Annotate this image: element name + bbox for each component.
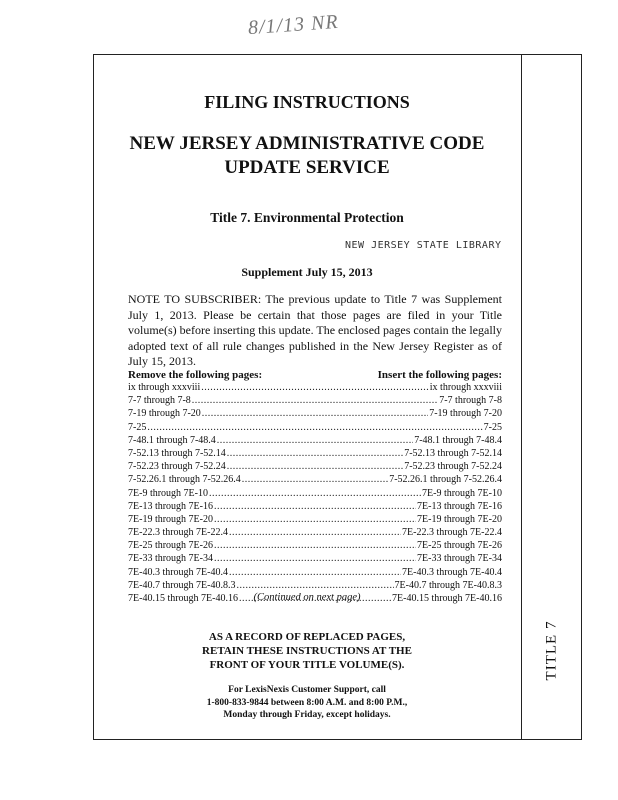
remove-header: Remove the following pages: xyxy=(128,369,263,381)
remove-page-range: 7-52.23 through 7-52.24 xyxy=(128,461,226,473)
library-stamp: NEW JERSEY STATE LIBRARY xyxy=(345,240,502,251)
side-tab-label xyxy=(532,610,572,690)
record-line-2: RETAIN THESE INSTRUCTIONS AT THE xyxy=(202,645,412,657)
side-tab-text: TITLE 7 xyxy=(543,620,560,680)
dot-leader xyxy=(214,514,416,525)
dot-leader xyxy=(214,501,416,512)
remove-page-range: ix through xxxviii xyxy=(128,382,201,393)
insert-page-range: 7-25 xyxy=(483,421,502,433)
page-row xyxy=(128,553,502,566)
handwritten-note: 8/1/13 NR xyxy=(247,10,340,40)
insert-page-range: 7E-25 through 7E-26 xyxy=(417,540,502,552)
page-row xyxy=(128,474,502,487)
insert-page-range: 7E-22.3 through 7E-22.4 xyxy=(402,527,502,539)
page-title: FILING INSTRUCTIONS xyxy=(204,92,410,112)
dot-leader xyxy=(214,553,416,564)
page-row xyxy=(128,408,502,421)
page-subtitle xyxy=(93,132,521,180)
page-list xyxy=(128,382,502,606)
insert-page-range: 7-48.1 through 7-48.4 xyxy=(414,434,502,446)
record-instructions xyxy=(93,630,521,672)
page-row xyxy=(128,382,502,395)
dot-leader xyxy=(227,461,403,472)
page-row xyxy=(128,540,502,553)
insert-page-range: 7-7 through 7-8 xyxy=(439,395,502,407)
support-info xyxy=(93,684,521,722)
page-row xyxy=(128,567,502,580)
remove-page-range: 7-52.13 through 7-52.14 xyxy=(128,447,226,459)
page-row xyxy=(128,395,502,408)
insert-page-range: ix through xxxviii xyxy=(429,382,502,393)
dot-leader xyxy=(242,474,388,485)
remove-page-range: 7-48.1 through 7-48.4 xyxy=(128,434,216,446)
insert-page-range: 7-19 through 7-20 xyxy=(429,408,502,420)
dot-leader xyxy=(147,422,482,433)
remove-page-range: 7E-40.15 through 7E-40.16 xyxy=(128,593,238,604)
dot-leader xyxy=(202,408,428,419)
record-line-1: AS A RECORD OF REPLACED PAGES, xyxy=(208,631,406,643)
page-row xyxy=(128,435,502,448)
insert-page-range: 7E-19 through 7E-20 xyxy=(417,513,502,525)
remove-page-range: 7-19 through 7-20 xyxy=(128,408,201,420)
remove-page-range: 7E-22.3 through 7E-22.4 xyxy=(128,527,228,539)
insert-page-range: 7E-40.15 through 7E-40.16 xyxy=(392,593,502,604)
insert-page-range: 7E-33 through 7E-34 xyxy=(417,553,502,565)
support-line-3: Monday through Friday, except holidays. xyxy=(223,710,391,720)
subtitle-line-2: UPDATE SERVICE xyxy=(224,157,390,178)
insert-header: Insert the following pages: xyxy=(377,369,502,381)
dot-leader xyxy=(229,567,401,578)
supplement-date: Supplement July 15, 2013 xyxy=(241,265,373,279)
insert-page-range: 7E-9 through 7E-10 xyxy=(422,487,502,499)
page-row xyxy=(128,448,502,461)
dot-leader xyxy=(214,540,416,551)
page-row xyxy=(128,527,502,540)
dot-leader xyxy=(217,435,413,446)
dot-leader xyxy=(237,580,394,591)
remove-page-range: 7E-33 through 7E-34 xyxy=(128,553,213,565)
remove-page-range: 7E-25 through 7E-26 xyxy=(128,540,213,552)
remove-page-range: 7E-19 through 7E-20 xyxy=(128,513,213,525)
remove-page-range: 7-25 xyxy=(128,421,147,433)
remove-page-range: 7E-9 through 7E-10 xyxy=(128,487,208,499)
support-line-2: 1-800-833-9844 between 8:00 A.M. and 8:00 P.M., xyxy=(206,697,408,708)
insert-page-range: 7-52.26.1 through 7-52.26.4 xyxy=(389,474,502,486)
continued-note: (Continued on next page) xyxy=(253,592,361,603)
insert-page-range: 7E-40.3 through 7E-40.4 xyxy=(402,566,502,578)
dot-leader xyxy=(192,395,438,406)
remove-page-range: 7-7 through 7-8 xyxy=(128,395,191,407)
remove-page-range: 7-52.26.1 through 7-52.26.4 xyxy=(128,474,241,486)
subtitle-line-1: NEW JERSEY ADMINISTRATIVE CODE xyxy=(129,133,485,154)
record-line-3: FRONT OF YOUR TITLE VOLUME(S). xyxy=(209,659,405,671)
dot-leader xyxy=(209,488,421,499)
dot-leader xyxy=(229,527,401,538)
page-row xyxy=(128,422,502,435)
title-section: Title 7. Environmental Protection xyxy=(210,210,404,225)
insert-page-range: 7-52.23 through 7-52.24 xyxy=(404,461,502,473)
remove-page-range: 7E-13 through 7E-16 xyxy=(128,500,213,512)
page-row xyxy=(128,501,502,514)
note-to-subscriber: NOTE TO SUBSCRIBER: The previous update to Title 7 was Supplement July 1, 2013. Please be certain that those pages are filed in your Title volume(s) before inserting this update. The enclosed pages contain the legally adopted text of all rule changes published in the New Jersey Register as of July 15, 2013. xyxy=(128,292,502,368)
support-line-1: For LexisNexis Customer Support, call xyxy=(228,685,386,695)
remove-page-range: 7E-40.3 through 7E-40.4 xyxy=(128,566,228,578)
dot-leader xyxy=(201,382,429,393)
insert-page-range: 7-52.13 through 7-52.14 xyxy=(404,447,502,459)
insert-page-range: 7E-40.7 through 7E-40.8.3 xyxy=(394,579,502,591)
insert-page-range: 7E-13 through 7E-16 xyxy=(417,500,502,512)
page-row xyxy=(128,514,502,527)
page-row xyxy=(128,461,502,474)
page-row xyxy=(128,488,502,501)
dot-leader xyxy=(227,448,403,459)
remove-page-range: 7E-40.7 through 7E-40.8.3 xyxy=(128,579,236,591)
